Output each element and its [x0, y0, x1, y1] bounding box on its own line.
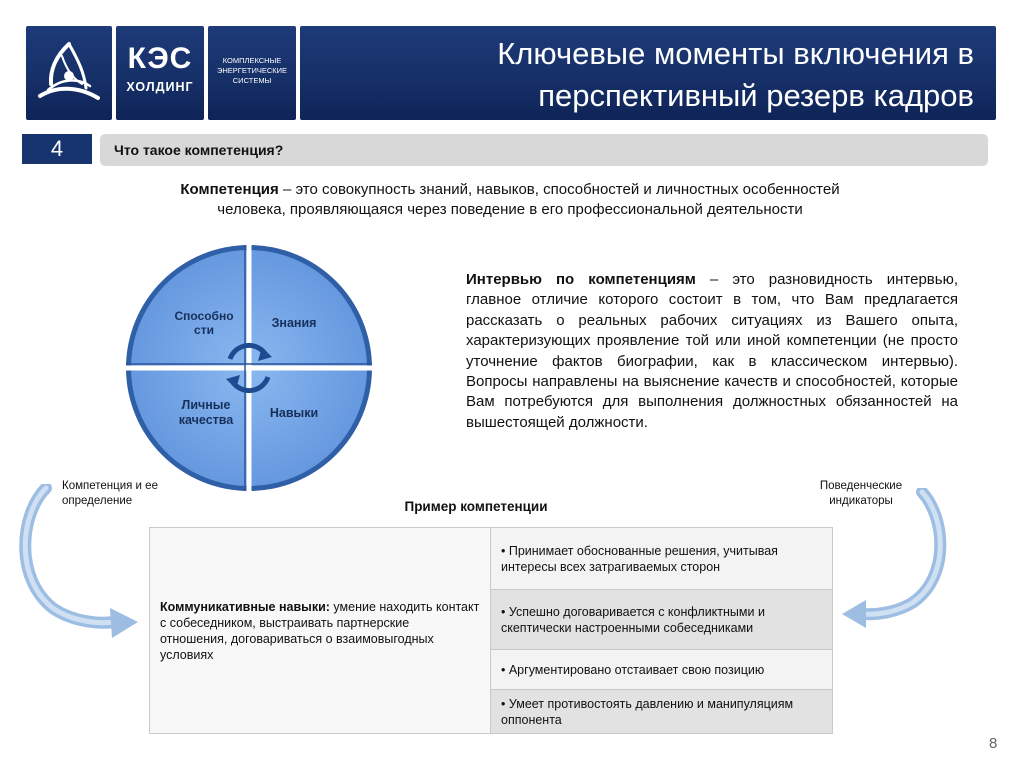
quadrant-knowledge: Знания: [271, 316, 317, 330]
quadrant-abilities-line1: Способно: [174, 309, 234, 323]
competence-definition: [60, 180, 960, 220]
quadrant-abilities-line2: сти: [194, 323, 214, 337]
competence-example-table: [149, 527, 833, 734]
left-label-line1: Компетенция и ее: [62, 480, 158, 492]
company-name-line2: ЭНЕРГЕТИЧЕСКИЕ: [216, 66, 288, 75]
section-question-bar: [100, 134, 988, 166]
logo-emblem-box: [26, 26, 112, 120]
section-question: Что такое компетенция?: [114, 142, 284, 158]
right-curved-arrow-icon: [840, 488, 960, 638]
kes-emblem-icon: [26, 26, 112, 120]
skill-text: умение находить контакт с собеседником, выстраивать партнерские отношения, договариваться о взаимовыгодных условиях: [160, 599, 480, 662]
left-label-line2: определение: [62, 495, 133, 507]
interview-text: – это разновидность интервью, главное отличие которого состоит в том, что Вам предлагается рассказать о реальных рабочих ситуациях из Вашего опыта, характеризующих проявление той или иной компетенции (не просто уточнение фактов биографии, как в классическом интервью). Вопросы направлены на выяснение качеств и способностей, которые Вам потребуются для выполнения должностных обязанностей на вышестоящей должности.: [466, 271, 958, 431]
title-box: [300, 26, 996, 120]
company-name-line1: КОМПЛЕКСНЫЕ: [222, 56, 282, 65]
definition-text-line2: человека, проявляющаяся через поведение в его профессиональной деятельности: [217, 201, 803, 218]
indicator-cell: • Умеет противостоять давлению и манипуляциям оппонента: [491, 690, 833, 734]
quadrant-skills: Навыки: [269, 406, 319, 420]
company-name: [208, 56, 296, 86]
right-label-line2: индикаторы: [829, 495, 893, 507]
quadrant-personal-line1: Личные: [181, 398, 231, 412]
left-curved-arrow-icon: [14, 484, 144, 644]
page-number: 8: [989, 735, 998, 752]
indicator-cell: • Успешно договаривается с конфликтными и скептически настроенными собеседниками: [491, 590, 833, 650]
table-row: [150, 528, 833, 590]
interview-term: Интервью по компетенциям: [466, 271, 696, 288]
competence-circle-diagram: [124, 243, 374, 493]
indicator-cell: • Аргументировано отстаивает свою позицию: [491, 650, 833, 690]
example-title: Пример компетенции: [404, 499, 548, 514]
page-title-line2: перспективный резерв кадров: [538, 78, 974, 113]
logo-name: КЭС: [127, 42, 193, 75]
skill-term: Коммуникативные навыки:: [160, 599, 330, 614]
page-title: [497, 33, 974, 117]
right-label-line1: Поведенческие: [819, 480, 903, 492]
company-name-line3: СИСТЕМЫ: [232, 76, 272, 85]
quadrant-personal-line2: качества: [178, 413, 234, 427]
section-number: 4: [22, 134, 92, 164]
company-name-box: [208, 26, 296, 120]
logo-subtitle: ХОЛДИНГ: [126, 80, 194, 94]
logo-name-box: [116, 26, 204, 120]
indicator-cell: • Принимает обоснованные решения, учитывая интересы всех затрагиваемых сторон: [491, 528, 833, 590]
definition-text-line1: – это совокупность знаний, навыков, способностей и личностных особенностей: [278, 181, 840, 198]
page-title-line1: Ключевые моменты включения в: [497, 36, 974, 71]
definition-term: Компетенция: [180, 181, 279, 198]
interview-description: [466, 270, 958, 433]
skill-cell: [150, 528, 491, 734]
